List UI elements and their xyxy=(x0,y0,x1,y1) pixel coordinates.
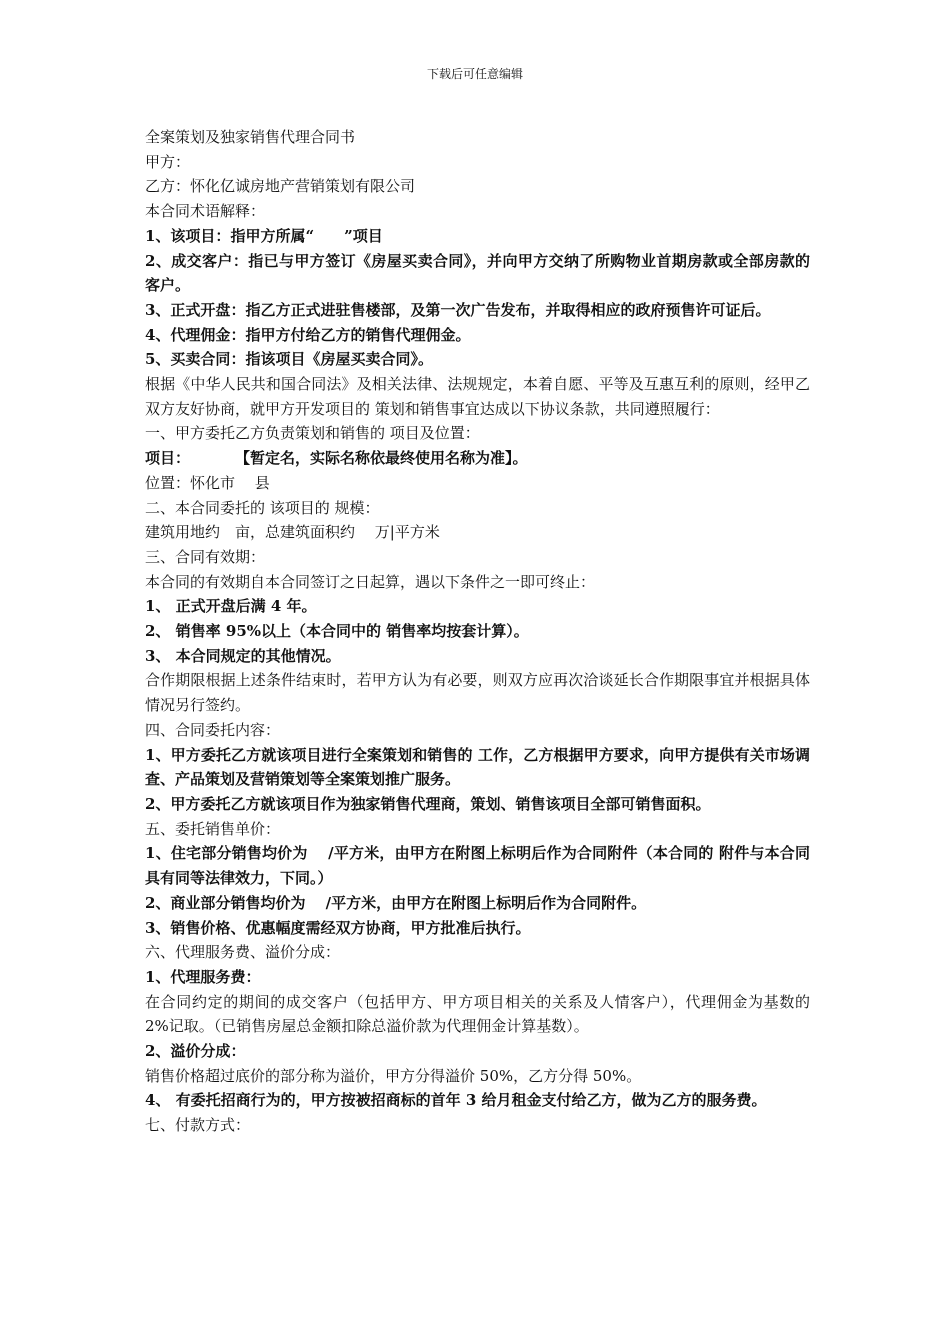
paragraph: 合作期限根据上述条件结束时，若甲方认为有必要，则双方应再次洽谈延长合作期限事宜并根据具体情况另行签约。 xyxy=(145,671,810,715)
paragraph: 1、住宅部分销售均价为 /平方米，由甲方在附图上标明后作为合同附件（本合同的 附件与本合同具有同等法律效力，下同。） xyxy=(145,844,810,888)
paragraph: 2、甲方委托乙方就该项目作为独家销售代理商，策划、销售该项目全部可销售面积。 xyxy=(145,794,711,813)
paragraph: 5、买卖合同：指该项目《房屋买卖合同》。 xyxy=(145,350,433,369)
paragraph: 2、溢价分成： xyxy=(145,1042,246,1061)
paragraph: 乙方：怀化亿诚房地产营销策划有限公司 xyxy=(145,177,416,196)
paragraph: 4、 有委托招商行为的，甲方按被招商标的首年 3 给月租金支付给乙方，做为乙方的服务费。 xyxy=(145,1091,767,1110)
page-header: 下载后可任意编辑 xyxy=(426,67,523,81)
paragraph: 3、正式开盘：指乙方正式进驻售楼部，及第一次广告发布，并取得相应的政府预售许可证后。 xyxy=(145,300,771,319)
paragraph: 1、甲方委托乙方就该项目进行全案策划和销售的 工作，乙方根据甲方要求，向甲方提供有关市场调查、产品策划及营销策划等全案策划推广服务。 xyxy=(145,745,810,789)
paragraph: 3、 本合同规定的其他情况。 xyxy=(145,646,341,665)
paragraph: 1、 正式开盘后满 4 年。 xyxy=(145,597,317,616)
paragraph: 位置：怀化市 县 xyxy=(145,473,270,492)
paragraph: 甲方： xyxy=(145,152,191,171)
paragraph: 全案策划及独家销售代理合同书 xyxy=(145,128,356,146)
paragraph: 五、委托销售单价： xyxy=(145,819,281,838)
paragraph: 1、该项目：指甲方所属“ ”项目 xyxy=(145,226,383,245)
paragraph: 项目： 【暂定名，实际名称依最终使用名称为准】。 xyxy=(145,449,528,468)
paragraph: 3、销售价格、优惠幅度需经双方协商，甲方批准后执行。 xyxy=(145,918,531,937)
paragraph: 2、 销售率 95%以上（本合同中的 销售率均按套计算）。 xyxy=(145,622,529,641)
paragraph: 销售价格超过底价的部分称为溢价，甲方分得溢价 50%，乙方分得 50%。 xyxy=(145,1066,642,1085)
document-body xyxy=(145,125,810,1138)
paragraph: 2、商业部分销售均价为 /平方米，由甲方在附图上标明后作为合同附件。 xyxy=(145,893,647,912)
paragraph: 四、合同委托内容： xyxy=(145,720,281,739)
paragraph: 七、付款方式： xyxy=(145,1116,251,1135)
paragraph: 根据《中华人民共和国合同法》及相关法律、法规规定，本着自愿、平等及互惠互利的原则，经甲乙双方友好协商，就甲方开发项目的 策划和销售事宜达成以下协议条款，共同遵照履行： xyxy=(145,375,810,418)
paragraph: 本合同的有效期自本合同签订之日起算，遇以下条件之一即可终止： xyxy=(145,572,596,591)
paragraph: 二、本合同委托的 该项目的 规模： xyxy=(145,498,380,517)
paragraph: 六、代理服务费、溢价分成： xyxy=(145,943,341,962)
paragraph: 在合同约定的期间的成交客户（包括甲方、甲方项目相关的关系及人情客户），代理佣金为基数的 2%记取。（已销售房屋总金额扣除总溢价款为代理佣金计算基数）。 xyxy=(145,992,810,1036)
paragraph: 本合同术语解释： xyxy=(145,202,266,221)
paragraph: 4、代理佣金：指甲方付给乙方的销售代理佣金。 xyxy=(145,325,471,344)
paragraph: 1、代理服务费： xyxy=(145,967,261,986)
paragraph: 2、成交客户：指已与甲方签订《房屋买卖合同》，并向甲方交纳了所购物业首期房款或全部房款的 客户。 xyxy=(145,251,810,295)
paragraph: 三、合同有效期： xyxy=(145,547,266,566)
paragraph: 一、甲方委托乙方负责策划和销售的 项目及位置： xyxy=(145,424,480,443)
paragraph: 建筑用地约 亩，总建筑面积约 万|平方米 xyxy=(145,523,440,542)
